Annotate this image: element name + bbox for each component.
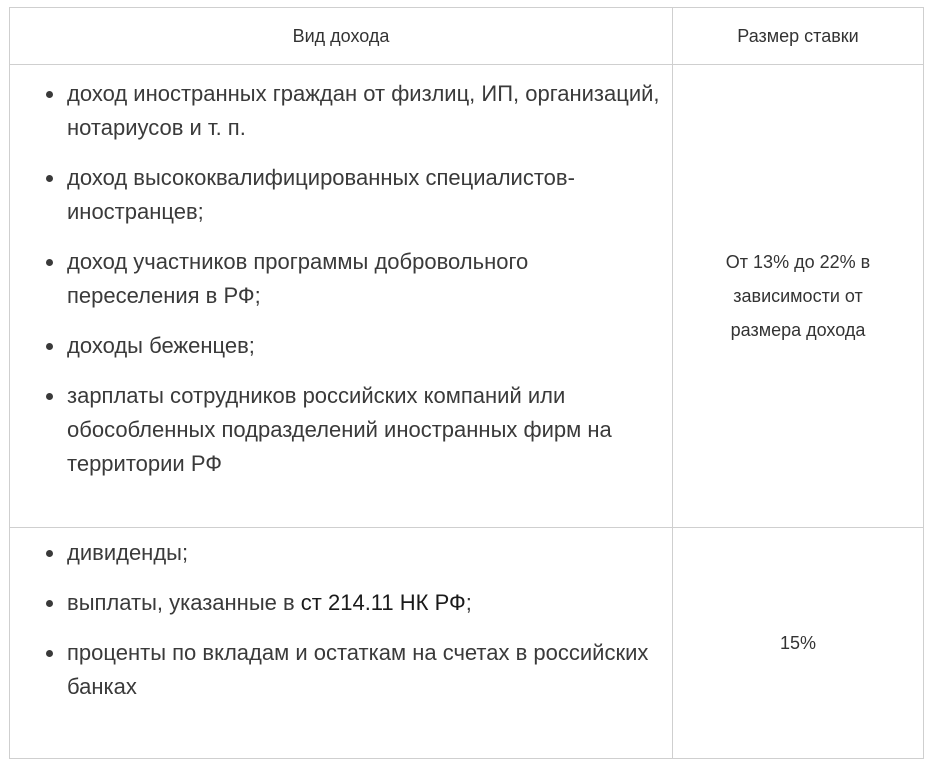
bullet-icon	[46, 175, 53, 182]
bullet-icon	[46, 343, 53, 350]
list-item-text: проценты по вкладам и остаткам на счетах в российских банках	[67, 640, 649, 699]
table-header-row	[10, 8, 924, 65]
list-item-text: доход участников программы добровольного переселения в РФ;	[67, 249, 529, 308]
table-row	[10, 65, 924, 528]
rate-cell	[673, 65, 924, 528]
list-item	[10, 245, 672, 313]
rate-value: 15%	[779, 633, 817, 653]
bullet-icon	[46, 600, 53, 607]
bullet-icon	[46, 91, 53, 98]
list-item	[10, 586, 672, 620]
list-item-text: дивиденды;	[67, 540, 189, 565]
list-item	[10, 379, 672, 481]
income-type-cell	[10, 528, 673, 759]
bullet-icon	[46, 259, 53, 266]
list-item-text: доход высококвалифицированных специалистов-иностранцев;	[67, 165, 575, 224]
income-list	[10, 65, 672, 481]
list-item	[10, 77, 672, 145]
rate-cell	[673, 528, 924, 759]
list-item-text: зарплаты сотрудников российских компаний или обособленных подразделений иностранных фирм на территории РФ	[67, 383, 612, 476]
tax-code-article-link[interactable]: ст 214.11 НК РФ	[300, 590, 466, 615]
list-item-text: доход иностранных граждан от физлиц, ИП, организаций, нотариусов и т. п.	[67, 81, 660, 140]
income-list	[10, 528, 672, 704]
list-item	[10, 636, 672, 704]
bullet-icon	[46, 550, 53, 557]
bullet-icon	[46, 393, 53, 400]
list-item-text: доходы беженцев;	[67, 333, 255, 358]
list-item-text: выплаты, указанные в	[67, 590, 301, 615]
header-income-type: Вид дохода	[10, 8, 673, 65]
list-item-suffix: ;	[465, 590, 472, 615]
table-row	[10, 528, 924, 759]
bullet-icon	[46, 650, 53, 657]
income-type-cell	[10, 65, 673, 528]
rate-value: От 13% до 22% в зависимости от размера дохода	[725, 252, 871, 340]
list-item	[10, 536, 672, 570]
list-item	[10, 329, 672, 363]
header-rate: Размер ставки	[673, 8, 924, 65]
tax-rates-table	[9, 7, 924, 759]
list-item	[10, 161, 672, 229]
